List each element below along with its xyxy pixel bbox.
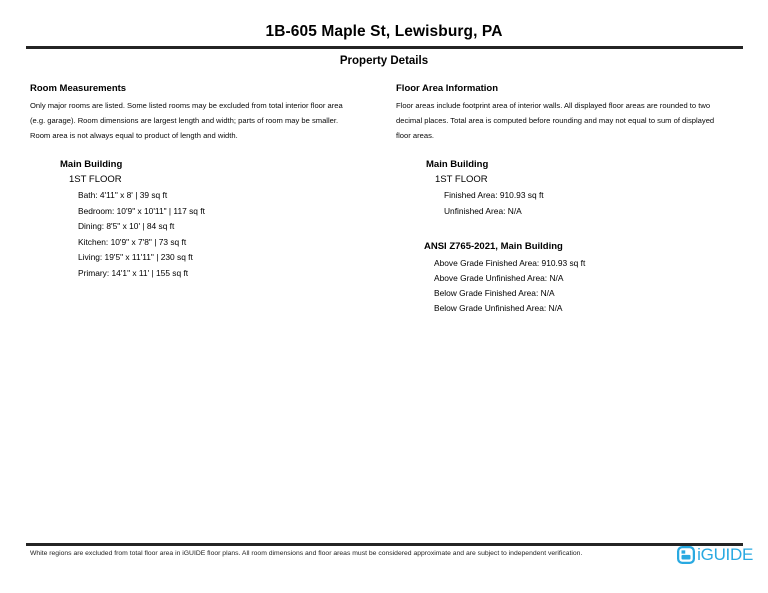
iguide-logo-text: iGUIDE [697, 545, 753, 564]
room-item: Dining: 8'5" x 10' | 84 sq ft [78, 221, 175, 231]
description-line: decimal places. Total area is computed before rounding and may not equal to sum of displayed [396, 116, 715, 125]
room-item: Kitchen: 10'9" x 7'8" | 73 sq ft [78, 236, 187, 247]
floor-area-building-block [396, 158, 738, 219]
footer-divider [26, 543, 743, 546]
room-list [60, 188, 370, 281]
description-line: Room area is not always equal to product of length and width. [30, 131, 238, 140]
floor-name: 1ST FLOOR [435, 174, 488, 185]
room-measurements-building-block [30, 158, 370, 281]
floor-area-list [426, 188, 738, 219]
ansi-item: Above Grade Unfinished Area: N/A [434, 273, 564, 283]
floor-area-section [396, 82, 738, 316]
header-divider [26, 46, 743, 49]
floor-name: 1ST FLOOR [69, 174, 122, 185]
building-name: Main Building [426, 159, 489, 170]
ansi-heading: ANSI Z765-2021, Main Building [424, 241, 563, 252]
ansi-list [424, 256, 738, 316]
ansi-item: Above Grade Finished Area: 910.93 sq ft [434, 258, 586, 268]
description-line: floor areas. [396, 131, 434, 140]
description-line: Only major rooms are listed. Some listed rooms may be excluded from total interior floor area [30, 101, 343, 110]
page-subtitle: Property Details [339, 55, 429, 67]
ansi-item: Below Grade Finished Area: N/A [434, 288, 555, 298]
ansi-item: Below Grade Unfinished Area: N/A [434, 303, 563, 313]
description-line: Floor areas include footprint area of interior walls. All displayed floor areas are rounded to two [396, 101, 711, 110]
page-title: 1B-605 Maple St, Lewisburg, PA [265, 23, 503, 40]
content-columns [30, 82, 738, 316]
room-item: Living: 19'5" x 11'11" | 230 sq ft [78, 252, 193, 262]
room-measurements-section [30, 82, 370, 316]
room-item: Bath: 4'11" x 8' | 39 sq ft [78, 190, 168, 200]
floor-area-heading: Floor Area Information [396, 83, 499, 94]
building-name: Main Building [60, 159, 123, 170]
room-item: Bedroom: 10'9" x 10'11" | 117 sq ft [78, 205, 205, 216]
floor-area-item: Unfinished Area: N/A [444, 205, 522, 216]
room-item: Primary: 14'1" x 11' | 155 sq ft [78, 267, 189, 278]
room-measurements-heading: Room Measurements [30, 83, 127, 94]
floor-area-item: Finished Area: 910.93 sq ft [444, 190, 544, 200]
room-measurements-description [30, 98, 370, 143]
footer-disclaimer: White regions are excluded from total floor area in iGUIDE floor plans. All room dimensions and floor areas must be considered approximate and are subject to independent verification. [30, 550, 583, 557]
ansi-block [396, 240, 738, 316]
description-line: (e.g. garage). Room dimensions are largest length and width; parts of room may be smaller. [30, 116, 339, 125]
iguide-logo-icon [677, 546, 695, 564]
iguide-logo [677, 546, 753, 564]
floor-area-description [396, 98, 738, 143]
